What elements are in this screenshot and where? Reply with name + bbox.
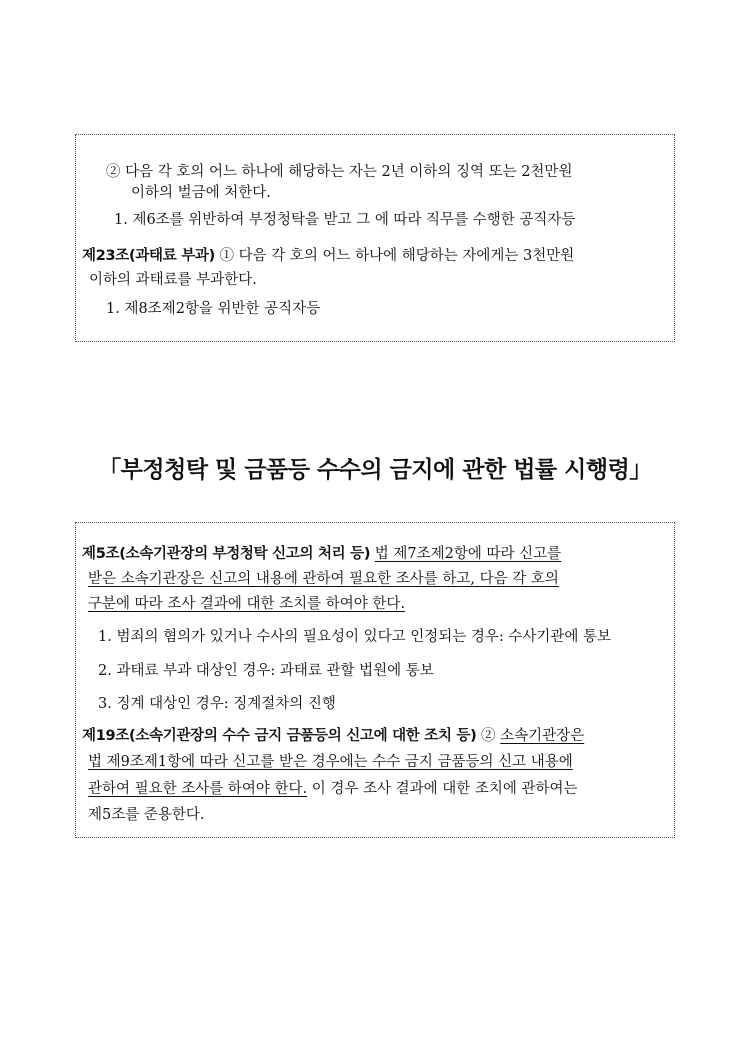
article-19-heading: 제19조(소속기관장의 수수 금지 금품등의 신고에 대한 조치 등) (82, 728, 477, 744)
article-5-line-3: 구분에 따라 조사 결과에 대한 조치를 하여야 한다. (88, 596, 406, 612)
article-19-line-1 (82, 726, 584, 746)
article-23-text: ① 다음 각 호의 어느 하나에 해당하는 자에게는 3천만원 (219, 248, 575, 264)
paragraph-number: ② (106, 164, 121, 180)
article-23-heading: 제23조(과태료 부과) (82, 248, 215, 264)
paragraph-2-line-1 (106, 162, 572, 182)
article-5-item-2: 2. 과태료 부과 대상인 경우: 과태료 관할 법원에 통보 (98, 663, 434, 679)
article-19-line-2: 법 제9조제1항에 따라 신고를 받은 경우에는 수수 금지 금품등의 신고 내용에 (88, 754, 573, 770)
article-19-underlined-text: 관하여 필요한 조사를 하여야 한다. (88, 781, 308, 797)
article-5-item-3: 3. 징계 대상인 경우: 징계절차의 진행 (98, 696, 336, 712)
article-19-paragraph-number: ② (481, 728, 496, 744)
paragraph-2-item-1: 1. 제6조를 위반하여 부정청탁을 받고 그 에 따라 직무를 수행한 공직자등 (114, 212, 576, 228)
article-5-line-2: 받은 소속기관장은 신고의 내용에 관하여 필요한 조사를 하고, 다음 각 호의 (88, 571, 559, 587)
article-23-line-2: 이하의 과태료를 부과한다. (89, 272, 257, 288)
paragraph-text: 다음 각 호의 어느 하나에 해당하는 자는 2년 이하의 징역 또는 2천만원 (125, 164, 573, 180)
article-19-text: 소속기관장은 (500, 728, 585, 744)
article-5-heading: 제5조(소속기관장의 부정청탁 신고의 처리 등) (82, 546, 371, 562)
article-5-item-1: 1. 범죄의 혐의가 있거나 수사의 필요성이 있다고 인정되는 경우: 수사기관에 통보 (98, 629, 612, 645)
article-19-line-4: 제5조를 준용한다. (88, 807, 205, 823)
article-23-item-1: 1. 제8조제2항을 위반한 공직자등 (106, 301, 321, 317)
article-19-text-rest: 이 경우 조사 결과에 대한 조치에 관하여는 (311, 781, 578, 797)
article-23-line-1 (82, 246, 574, 266)
enforcement-decree-excerpt-box (75, 522, 675, 838)
paragraph-2-line-2: 이하의 벌금에 처한다. (131, 185, 271, 201)
article-5-text: 법 제7조제2항에 따라 신고를 (374, 546, 562, 562)
document-title: 「부정청탁 및 금품등 수수의 금지에 관한 법률 시행령」 (98, 457, 652, 483)
article-5-line-1 (82, 544, 561, 564)
statute-excerpt-box (75, 134, 675, 342)
article-19-line-3 (88, 779, 578, 799)
